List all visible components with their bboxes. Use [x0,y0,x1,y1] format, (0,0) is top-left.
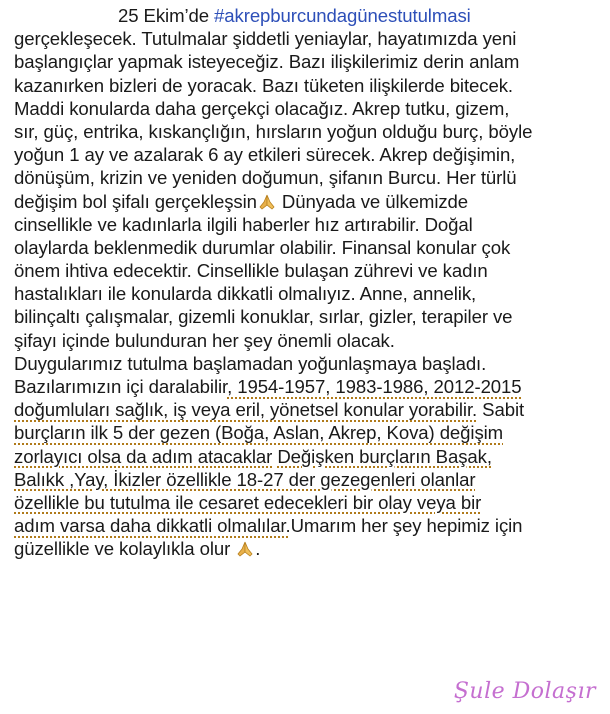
text-line: cinsellikle ve kadınlarla ilgili haberler hız artırabilir. Doğal [14,213,473,235]
underlined-segment: burçların ilk 5 der gezen (Boğa, Aslan, Akrep, Kova) değişim [14,422,504,444]
text-segment: Dünyada ve ülkemizde [276,190,469,212]
text-line: kazanırken bizleri de yoracak. Bazı tüketen ilişkilerde bitecek. [14,74,513,96]
text-line: gerçekleşecek. Tutulmalar şiddetli yeniaylar, hayatımızda yeni [14,28,517,50]
text-line: Duygularımız tutulma başlamadan yoğunlaşmaya başladı. [14,352,487,374]
text-segment: Sabit [477,399,525,421]
text-segment: Bazılarımızın içi daralabilir [14,376,228,397]
underlined-segment: zorlayıcı olsa da adım atacaklar [14,445,273,467]
text-line: şifayı içinde bulunduran her şey önemli olacak. [14,329,395,351]
author-signature: Şule Dolaşır [453,679,596,704]
text-line [14,398,604,421]
post-date-prefix: 25 Ekim’de [118,5,215,26]
text-line [14,421,604,444]
underlined-segment: adım varsa daha dikkatli olmalılar. [14,515,291,537]
text-line: başlangıçlar yapmak isteyeceğiz. Bazı ilişkilerimiz derin anlam [14,51,520,73]
text-line [14,445,604,468]
post-text [14,4,604,561]
underlined-segment: doğumluları sağlık, iş veya eril, yönetsel konular yorabilir. [14,399,478,421]
text-line: sır, güç, entrika, kıskançlığın, hırsların yoğun olduğu burç, böyle [14,120,533,142]
text-segment: değişim bol şifalı gerçekleşsin [14,190,257,212]
text-segment: güzellikle ve kolaylıkla olur [14,538,236,560]
text-line: hastalıkları ile konularda dikkatli olmalıyız. Anne, annelik, [14,283,477,305]
text-line [14,537,604,560]
underlined-segment: özellikle bu tutulma ile cesaret edecekleri bir olay veya bir [14,491,482,513]
underlined-segment: Değişken burçların Başak, [277,445,492,467]
text-line [14,375,604,398]
text-line: dönüşüm, krizin ve yeniden doğumun, şifanın Burcu. Her türlü [14,167,517,189]
text-line: bilinçaltı çalışmalar, gizemli konuklar, sırlar, gizler, terapiler ve [14,306,513,328]
text-line: yoğun 1 ay ve azalarak 6 ay etkileri sürecek. Akrep değişimin, [14,144,516,166]
text-line: olaylarda beklenmedik durumlar olabilir. Finansal konular çok [14,236,511,258]
text-segment: . [255,538,261,560]
text-segment: Umarım her şey hepimiz için [290,515,523,537]
underlined-segment: Balıkk ,Yay, İkizler özellikle 18-27 der gezegenleri olanlar [14,468,476,490]
underlined-segment: , 1954-1957, 1983-1986, 2012-2015 [227,376,522,397]
text-line [14,190,604,213]
text-line: Maddi konularda daha gerçekçi olacağız. Akrep tutku, gizem, [14,97,510,119]
text-line: önem ihtiva edecektir. Cinsellikle bulaşan zührevi ve kadın [14,260,488,282]
folded-hands-icon [258,194,276,210]
hashtag-link[interactable]: #akrepburcundagünestutulmasi [214,5,471,26]
text-line [14,468,604,491]
post-title-line [14,4,604,27]
text-line [14,514,604,537]
folded-hands-icon [236,541,254,557]
text-line [14,491,604,514]
